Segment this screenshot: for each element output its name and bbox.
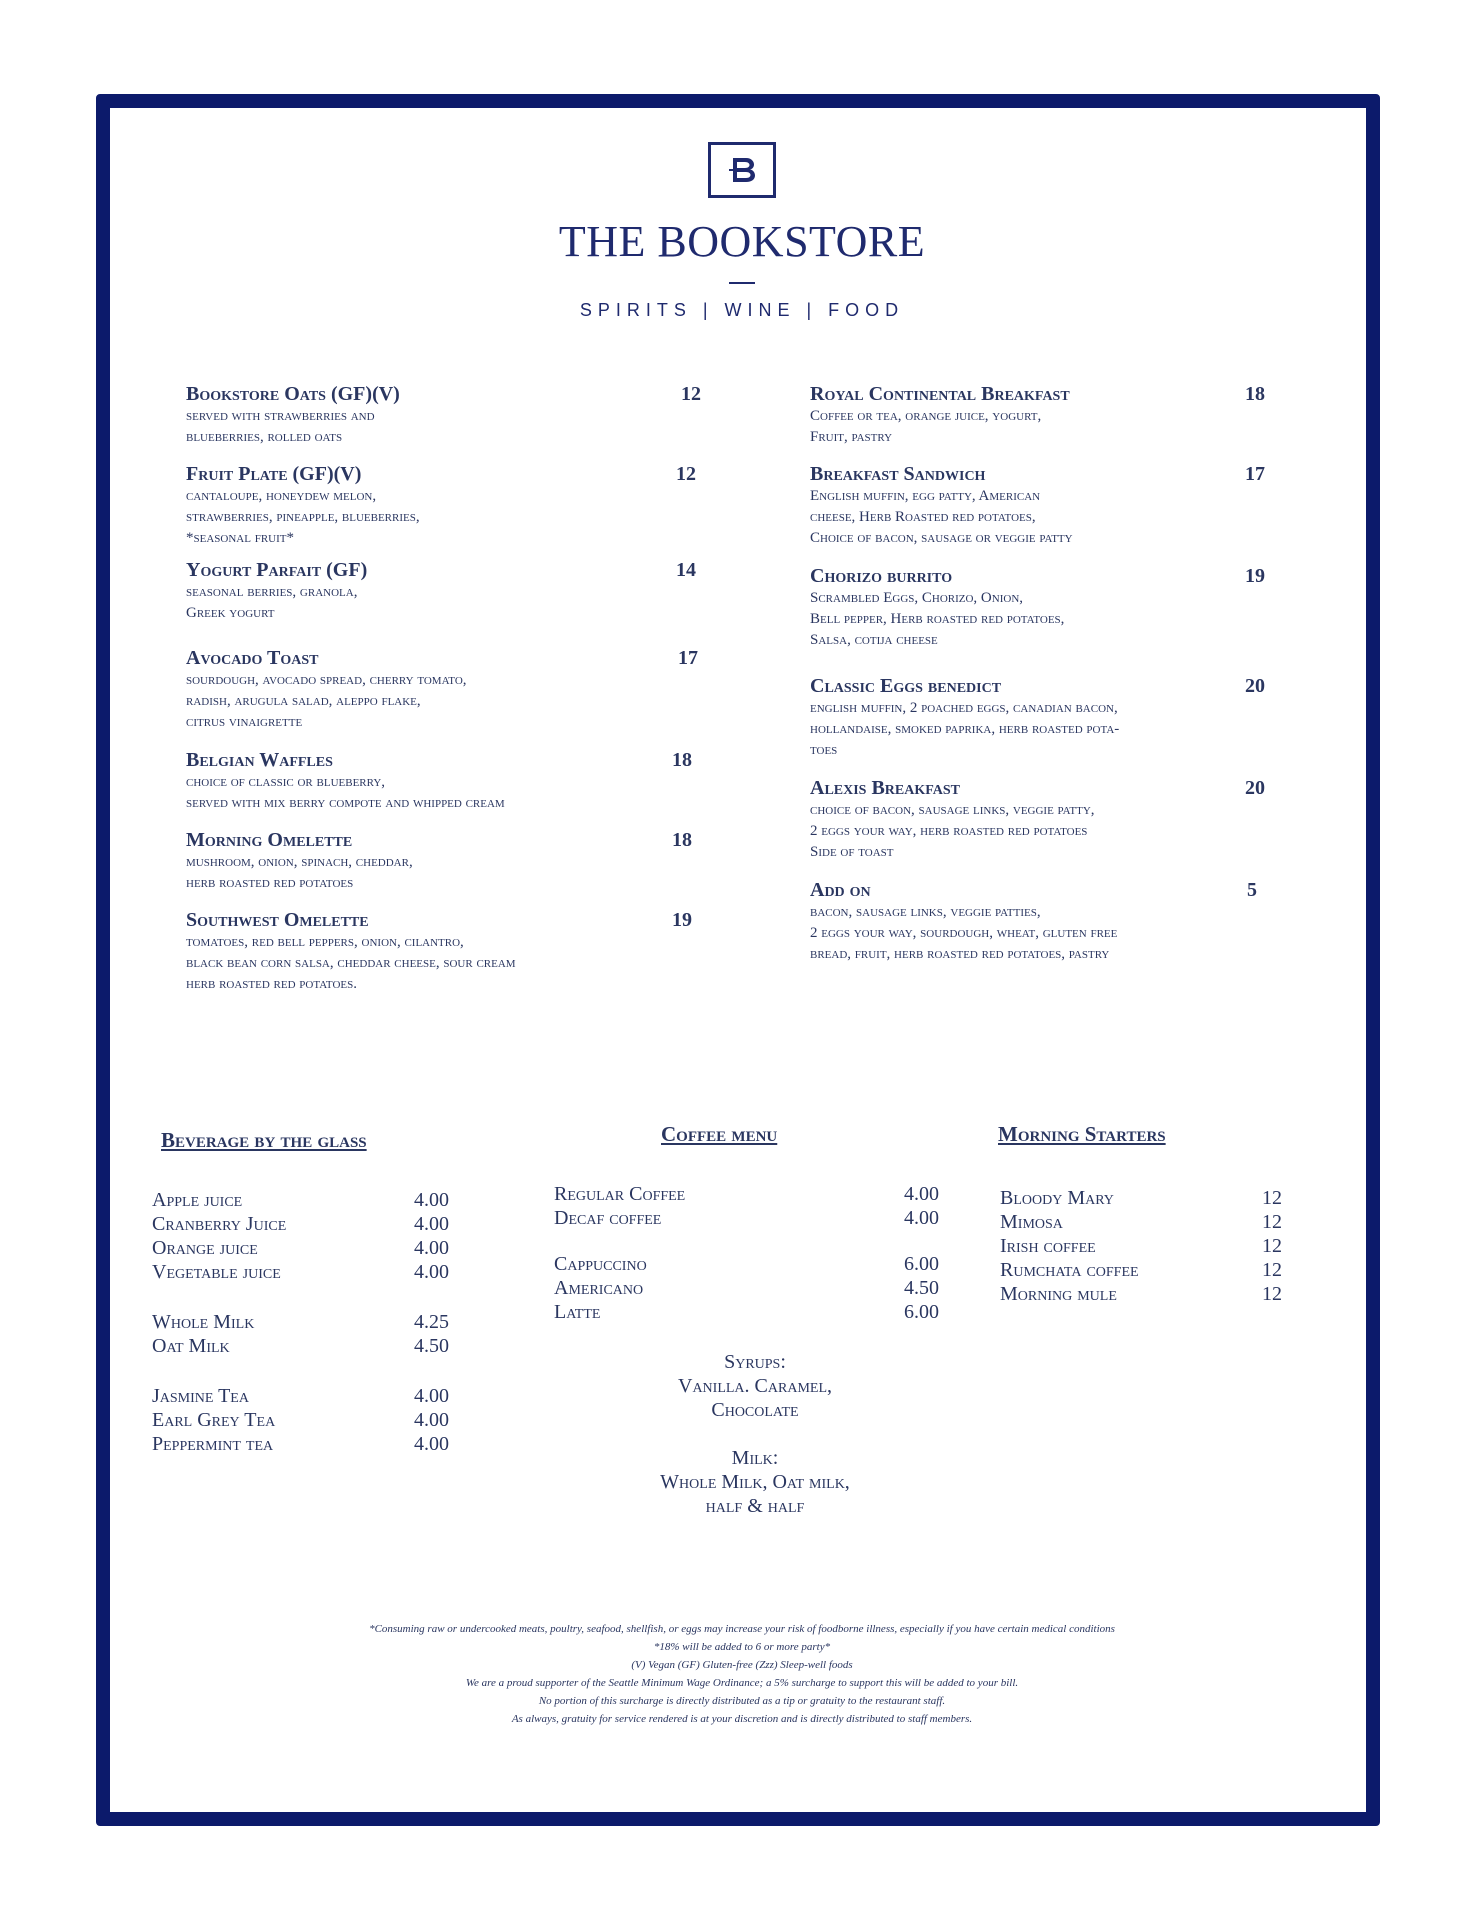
menu-item	[186, 748, 706, 814]
menu-item	[186, 828, 706, 894]
item-name: Royal Continental Breakfast	[810, 383, 1070, 405]
item-name: Classic Eggs benedict	[810, 675, 1002, 697]
item-desc-line: Choice of bacon, sausage or veggie patty	[810, 530, 1073, 546]
brand-divider	[729, 282, 755, 284]
item-desc-line: Fruit, pastry	[810, 429, 893, 445]
milk-line: Whole Milk, Oat milk,	[660, 1471, 850, 1493]
menu-item	[810, 776, 1280, 863]
item-desc-line: english muffin, 2 poached eggs, canadian bacon,	[810, 700, 1118, 716]
item-price: 14	[676, 559, 696, 581]
item-desc-line: *seasonal fruit*	[186, 530, 294, 546]
item-desc-line: Coffee or tea, orange juice, yogurt,	[810, 408, 1042, 424]
item-price: 20	[1245, 777, 1265, 799]
menu-item	[186, 462, 706, 549]
beverage-name: Apple juice	[152, 1189, 243, 1211]
item-desc-line: sourdough, avocado spread, cherry tomato,	[186, 672, 467, 688]
item-desc-line: tomatoes, red bell peppers, onion, cilantro,	[186, 934, 464, 950]
logo	[708, 142, 776, 198]
item-price: 19	[672, 909, 692, 931]
syrups-line: Chocolate	[711, 1399, 799, 1421]
brand-title: THE BOOKSTORE	[558, 217, 926, 266]
beverage-price: 4.00	[414, 1237, 449, 1259]
item-desc-line: herb roasted red potatoes	[186, 875, 354, 891]
coffee-name: Decaf coffee	[554, 1207, 662, 1229]
menu-item	[186, 382, 706, 448]
item-desc-line: toes	[810, 742, 838, 758]
item-desc-line: Bell pepper, Herb roasted red potatoes,	[810, 611, 1065, 627]
syrups-line: Vanilla. Caramel,	[678, 1375, 832, 1397]
item-name: Add on	[810, 879, 871, 901]
item-price: 18	[672, 749, 692, 771]
item-desc-line: hollandaise, smoked paprika, herb roasted pota-	[810, 721, 1120, 737]
item-desc-line: 2 eggs your way, sourdough, wheat, gluten free	[810, 925, 1118, 941]
item-price: 18	[1245, 383, 1265, 405]
item-price: 18	[672, 829, 692, 851]
beverage-title: Beverage by the glass	[161, 1128, 367, 1152]
menu-item	[186, 646, 706, 733]
menu-item	[810, 674, 1280, 761]
beverage-price: 4.25	[414, 1311, 449, 1333]
item-price: 5	[1247, 879, 1257, 901]
menu-item	[810, 878, 1280, 965]
item-name: Yogurt Parfait (GF)	[186, 559, 368, 581]
beverage-name: Vegetable juice	[152, 1261, 281, 1283]
starter-price: 12	[1262, 1211, 1282, 1233]
item-name: Morning Omelette	[186, 829, 353, 851]
footer-line: *Consuming raw or undercooked meats, poultry, seafood, shellfish, or eggs may increase your risk of foodborne illness, especially if you have certain medical conditions	[369, 1623, 1115, 1635]
item-name: Chorizo burrito	[810, 565, 953, 587]
starter-name: Rumchata coffee	[1000, 1259, 1139, 1281]
item-desc-line: herb roasted red potatoes.	[186, 976, 357, 992]
footer-line: As always, gratuity for service rendered is at your discretion and is directly distributed to staff members.	[511, 1713, 973, 1725]
item-name: Alexis Breakfast	[810, 777, 960, 799]
footer-line: (V) Vegan (GF) Gluten-free (Zzz) Sleep-well foods	[631, 1659, 853, 1671]
item-desc-line: bread, fruit, herb roasted red potatoes, pastry	[810, 946, 1110, 962]
starter-price: 12	[1262, 1235, 1282, 1257]
item-name: Breakfast Sandwich	[810, 463, 986, 485]
footer-line: We are a proud supporter of the Seattle Minimum Wage Ordinance; a 5% surcharge to support this will be added to your bill.	[465, 1677, 1019, 1689]
item-desc-line: served with mix berry compote and whipped cream	[186, 795, 505, 811]
item-name: Belgian Waffles	[186, 749, 333, 771]
item-desc-line: Scrambled Eggs, Chorizo, Onion,	[810, 590, 1024, 606]
coffee-title: Coffee menu	[661, 1122, 778, 1146]
footer-line: *18% will be added to 6 or more party*	[653, 1641, 831, 1653]
menu-item	[810, 382, 1280, 448]
item-desc-line: citrus vinaigrette	[186, 714, 303, 730]
beverage-price: 4.00	[414, 1409, 449, 1431]
menu-item	[810, 462, 1280, 549]
beverage-price: 4.00	[414, 1213, 449, 1235]
beverage-price: 4.00	[414, 1385, 449, 1407]
item-price: 12	[681, 383, 701, 405]
footer-line: No portion of this surcharge is directly distributed as a tip or gratuity to the restaurant staff.	[538, 1695, 946, 1707]
item-desc-line: served with strawberries and	[186, 408, 375, 424]
item-desc-line: choice of classic or blueberry,	[186, 774, 386, 790]
coffee-price: 4.00	[904, 1207, 939, 1229]
item-desc-line: English muffin, egg patty, American	[810, 488, 1041, 504]
beverage-name: Whole Milk	[152, 1311, 255, 1333]
item-name: Southwest Omelette	[186, 909, 369, 931]
beverage-name: Jasmine Tea	[152, 1385, 249, 1407]
item-desc-line: bacon, sausage links, veggie patties,	[810, 904, 1041, 920]
menu-item	[186, 558, 706, 624]
starters-title: Morning Starters	[998, 1122, 1166, 1146]
menu-item	[810, 564, 1280, 651]
item-price: 17	[1245, 463, 1265, 485]
item-name: Fruit Plate (GF)(V)	[186, 463, 362, 485]
beverage-name: Earl Grey Tea	[152, 1409, 276, 1431]
item-desc-line: blueberries, rolled oats	[186, 429, 343, 445]
starter-price: 12	[1262, 1259, 1282, 1281]
item-name: Bookstore Oats (GF)(V)	[186, 383, 400, 405]
item-price: 20	[1245, 675, 1265, 697]
logo-b-icon	[724, 152, 760, 188]
beverage-price: 4.00	[414, 1261, 449, 1283]
coffee-name: Regular Coffee	[554, 1183, 686, 1205]
starter-name: Mimosa	[1000, 1211, 1063, 1233]
menu-item	[186, 908, 706, 995]
syrups-line: Syrups:	[724, 1351, 786, 1373]
coffee-name: Latte	[554, 1301, 601, 1323]
item-desc-line: black bean corn salsa, cheddar cheese, sour cream	[186, 955, 516, 971]
beverage-price: 4.00	[414, 1189, 449, 1211]
beverage-name: Cranberry Juice	[152, 1213, 287, 1235]
item-desc-line: cantaloupe, honeydew melon,	[186, 488, 377, 504]
item-desc-line: Salsa, cotija cheese	[810, 632, 938, 648]
coffee-name: Americano	[554, 1277, 644, 1299]
starter-price: 12	[1262, 1187, 1282, 1209]
item-price: 19	[1245, 565, 1265, 587]
coffee-price: 4.50	[904, 1277, 939, 1299]
milk-line: Milk:	[731, 1447, 779, 1469]
item-desc-line: radish, arugula salad, aleppo flake,	[186, 693, 421, 709]
footer-notes	[140, 1620, 1344, 1728]
starter-name: Bloody Mary	[1000, 1187, 1114, 1209]
beverage-price: 4.00	[414, 1433, 449, 1455]
coffee-price: 6.00	[904, 1253, 939, 1275]
milk-block	[605, 1446, 905, 1518]
coffee-name: Cappuccino	[554, 1253, 647, 1275]
item-desc-line: Side of toast	[810, 844, 894, 860]
item-desc-line: seasonal berries, granola,	[186, 584, 358, 600]
item-desc-line: choice of bacon, sausage links, veggie patty,	[810, 802, 1095, 818]
starter-name: Morning mule	[1000, 1283, 1117, 1305]
item-name: Avocado Toast	[186, 647, 319, 669]
milk-line: half & half	[705, 1495, 805, 1517]
item-price: 12	[676, 463, 696, 485]
beverage-name: Peppermint tea	[152, 1433, 274, 1455]
beverage-price: 4.50	[414, 1335, 449, 1357]
starter-price: 12	[1262, 1283, 1282, 1305]
coffee-price: 4.00	[904, 1183, 939, 1205]
item-desc-line: Greek yogurt	[186, 605, 275, 621]
item-desc-line: cheese, Herb Roasted red potatoes,	[810, 509, 1036, 525]
coffee-price: 6.00	[904, 1301, 939, 1323]
brand-tagline: SPIRITS | WINE | FOOD	[579, 300, 905, 320]
syrups-block	[605, 1350, 905, 1422]
item-desc-line: mushroom, onion, spinach, cheddar,	[186, 854, 413, 870]
beverage-name: Orange juice	[152, 1237, 258, 1259]
beverage-name: Oat Milk	[152, 1335, 230, 1357]
item-price: 17	[678, 647, 698, 669]
starter-name: Irish coffee	[1000, 1235, 1096, 1257]
item-desc-line: 2 eggs your way, herb roasted red potatoes	[810, 823, 1088, 839]
item-desc-line: strawberries, pineapple, blueberries,	[186, 509, 420, 525]
